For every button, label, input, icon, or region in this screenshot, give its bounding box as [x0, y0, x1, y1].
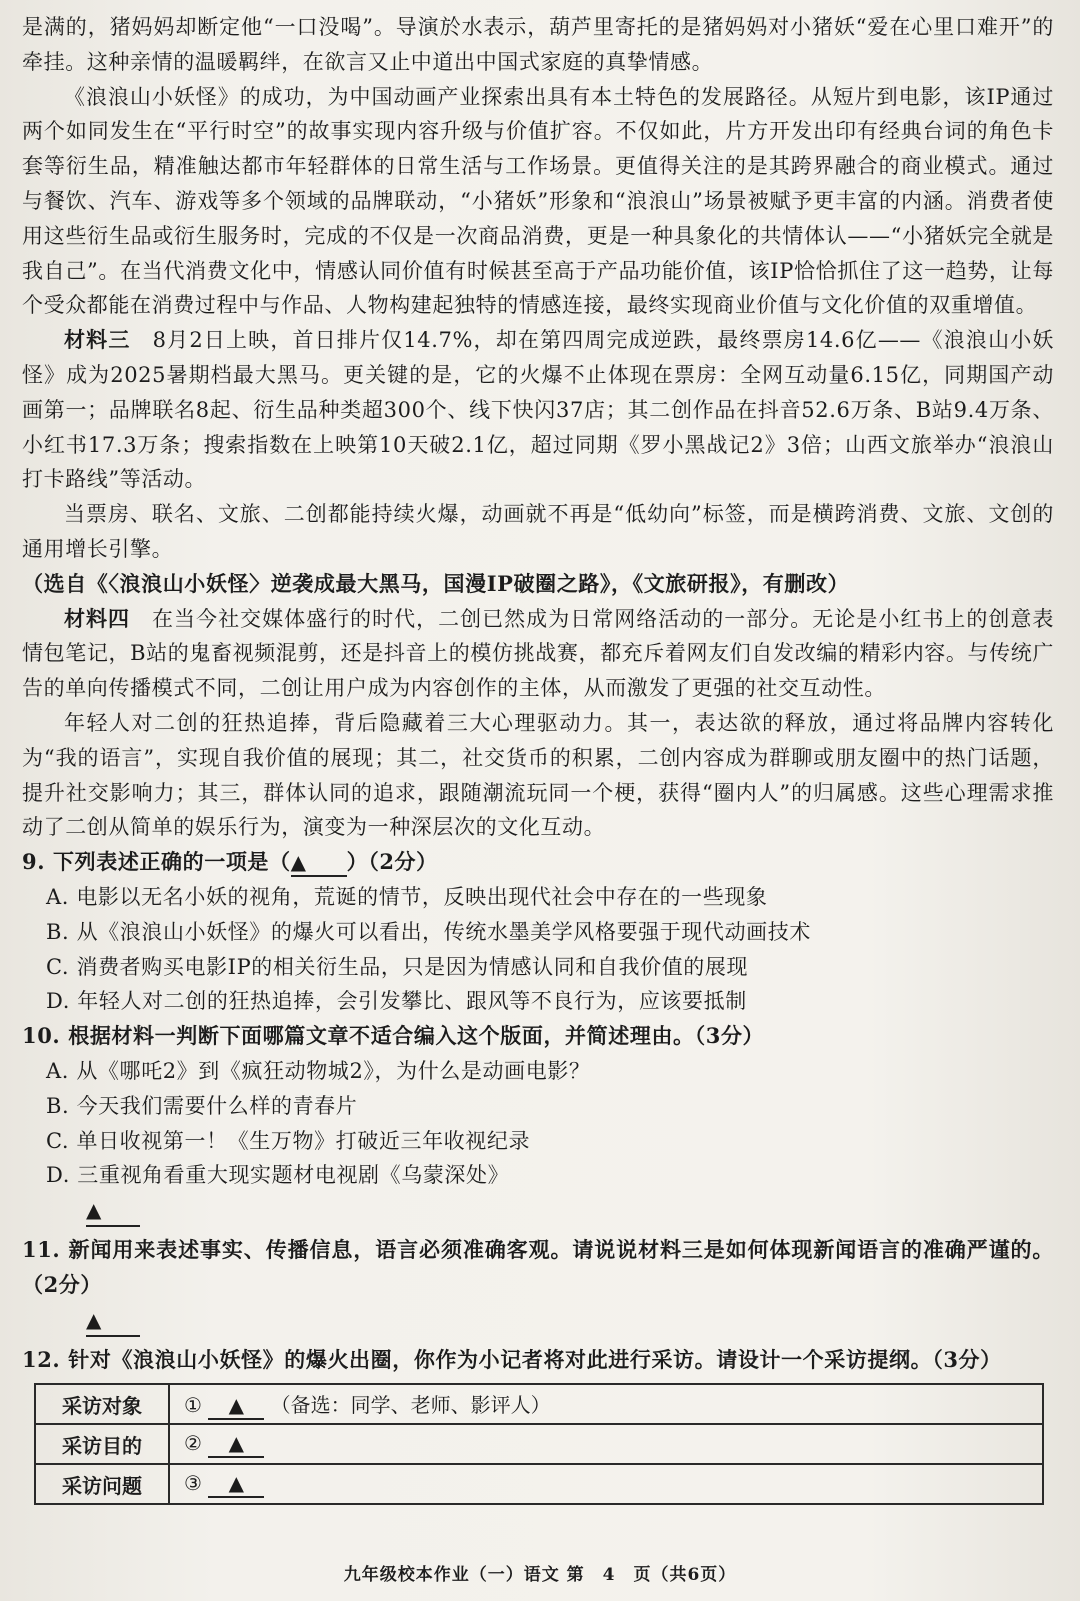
question-10-option-a: A. 从《哪吒2》到《疯狂动物城2》，为什么是动画电影？ — [46, 1058, 591, 1083]
page-footer: 九年级校本作业（一）语文 第 4 页（共6页） — [343, 1565, 737, 1585]
question-12-stem: 12. 针对《浪浪山小妖怪》的爆火出圈，你作为小记者将对此进行采访。请设计一个采访提纲。（3分） — [22, 1346, 1002, 1372]
paragraph-4: 当票房、联名、文旅、二创都能持续火爆，动画就不再是“低幼向”标签，而是横跨消费、文旅、文创的通用增长引擎。 — [22, 502, 1054, 561]
answer-blank-12-1[interactable]: ▲ — [208, 1392, 264, 1420]
interview-outline-table — [34, 1383, 1044, 1505]
material-3-paragraph — [22, 323, 1054, 497]
paragraph-2: 《浪浪山小妖怪》的成功，为中国动画产业探索出具有本土特色的发展路径。从短片到电影，该IP通过两个如同发生在“平行时空”的故事实现内容升级与价值扩容。不仅如此，片方开发出印有经典台词的角色卡套等衍生品，精准触达都市年轻群体的日常生活与工作场景。更值得关注的是其跨界融合的商业模式。通过与餐饮、汽车、游戏等多个领域的品牌联动，“小猪妖”形象和“浪浪山”场景被赋予更丰富的内涵。消费者使用这些衍生品或衍生服务时，完成的不仅是一次商品消费，更是一种具象化的共情体认——“小猪妖完全就是我自己”。在当代消费文化中，情感认同价值有时候甚至高于产品功能价值，该IP恰恰抓住了这一趋势，让每个受众都能在消费过程中与作品、人物构建起独特的情感连接，最终实现商业价值与文化价值的双重增值。 — [22, 84, 1054, 318]
interview-purpose-cell: ② ▲ — [169, 1424, 1043, 1464]
table-row — [35, 1424, 1043, 1464]
question-9-option-b: B. 从《浪浪山小妖怪》的爆火可以看出，传统水墨美学风格要强于现代动画技术 — [46, 919, 811, 944]
question-9-option-a: A. 电影以无名小妖的视角，荒诞的情节，反映出现代社会中存在的一些现象 — [46, 884, 768, 909]
answer-blank-12-2[interactable]: ▲ — [208, 1430, 264, 1458]
material-4-paragraph — [22, 602, 1054, 706]
material-4-text: 在当今社交媒体盛行的时代，二创已然成为日常网络活动的一部分。无论是小红书上的创意表情包笔记，B站的鬼畜视频混剪，还是抖音上的模仿挑战赛，都充斥着网友们自发改编的精彩内容。与传统广告的单向传播模式不同，二创让用户成为内容创作的主体，从而激发了更强的社交互动性。 — [22, 606, 1054, 701]
paragraph-6: 年轻人对二创的狂热追捧，背后隐藏着三大心理驱动力。其一，表达欲的释放，通过将品牌内容转化为“我的语言”，实现自我价值的展现；其二，社交货币的积累，二创内容成为群聊或朋友圈中的热门话题，提升社交影响力；其三，群体认同的追求，跟随潮流玩同一个梗，获得“圈内人”的归属感。这些心理需求推动了二创从简单的娱乐行为，演变为一种深层次的文化互动。 — [22, 710, 1054, 840]
question-9-option-c: C. 消费者购买电影IP的相关衍生品，只是因为情感认同和自我价值的展现 — [46, 954, 749, 979]
table-row — [35, 1464, 1043, 1504]
interview-question-cell: ③ ▲ — [169, 1464, 1043, 1504]
question-10-option-b: B. 今天我们需要什么样的青春片 — [46, 1093, 358, 1118]
question-11-stem: 11. 新闻用来表述事实、传播信息，语言必须准确客观。请说说材料三是如何体现新闻语言的准确严谨的。（2分） — [22, 1237, 1054, 1297]
table-row — [35, 1384, 1043, 1424]
question-10-stem: 10. 根据材料一判断下面哪篇文章不适合编入这个版面，并简述理由。（3分） — [22, 1023, 765, 1049]
interview-question-label: 采访问题 — [35, 1464, 169, 1504]
answer-blank-12-3[interactable]: ▲ — [208, 1470, 264, 1498]
material-3-label: 材料三 — [64, 327, 131, 353]
source-citation: （选自《〈浪浪山小妖怪〉逆袭成最大黑马，国漫IP破圈之路》，《文旅研报》，有删改） — [22, 570, 850, 596]
question-10-option-d: D. 三重视角看重大现实题材电视剧《乌蒙深处》 — [46, 1163, 510, 1188]
answer-blank-9[interactable]: ▲ — [291, 849, 347, 877]
answer-blank-10[interactable]: ▲ — [86, 1195, 140, 1227]
material-4-label: 材料四 — [64, 605, 131, 631]
question-10-option-c: C. 单日收视第一！《生万物》打破近三年收视纪录 — [46, 1128, 531, 1153]
interview-target-cell: ① ▲ （备选：同学、老师、影评人） — [169, 1384, 1043, 1424]
question-9-stem: 9. 下列表述正确的一项是（▲ ）（2分） — [22, 845, 1054, 880]
answer-blank-11[interactable]: ▲ — [86, 1305, 140, 1337]
interview-purpose-label: 采访目的 — [35, 1424, 169, 1464]
question-11-answer-row — [22, 1303, 1054, 1343]
question-10-answer-row — [22, 1193, 1054, 1233]
question-9-option-d: D. 年轻人对二创的狂热追捧，会引发攀比、跟风等不良行为，应该要抵制 — [46, 989, 747, 1014]
interview-target-label: 采访对象 — [35, 1384, 169, 1424]
paragraph-1: 是满的，猪妈妈却断定他“一口没喝”。导演於水表示，葫芦里寄托的是猪妈妈对小猪妖“爱在心里口难开”的牵挂。这种亲情的温暖羁绊，在欲言又止中道出中国式家庭的真挚情感。 — [22, 15, 1054, 74]
material-3-text: 8月2日上映，首日排片仅14.7%，却在第四周完成逆跌，最终票房14.6亿——《浪浪山小妖怪》成为2025暑期档最大黑马。更关键的是，它的火爆不止体现在票房：全网互动量6.15亿，同期国产动画第一；品牌联名8起、衍生品种类超300个、线下快闪37店；其二创作品在抖音52.6万条、B站9.4万条、小红书17.3万条；搜索指数在上映第10天破2.1亿，超过同期《罗小黑战记2》3倍；山西文旅举办“浪浪山打卡路线”等活动。 — [22, 328, 1054, 492]
